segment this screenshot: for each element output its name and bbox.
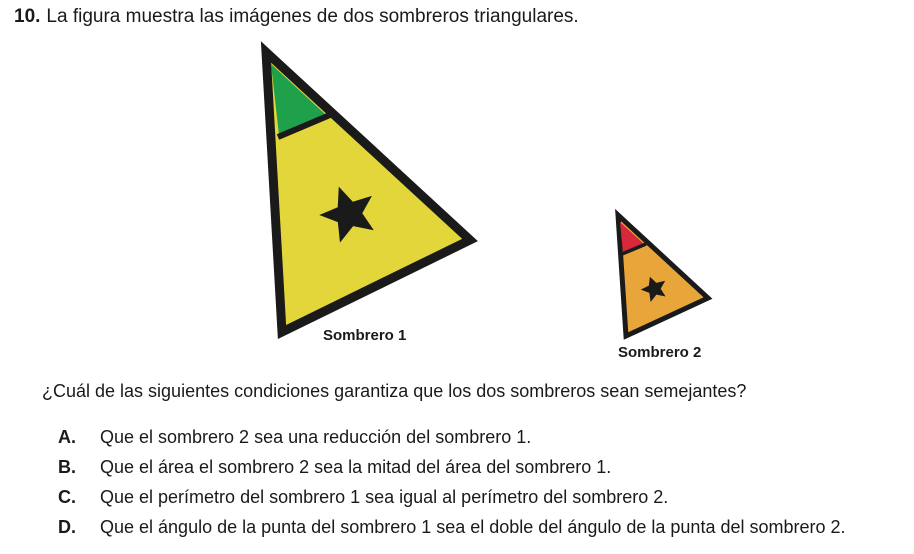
question-number: 10. xyxy=(14,6,41,27)
hat-1-label: Sombrero 1 xyxy=(323,327,407,344)
hat-2-label: Sombrero 2 xyxy=(618,344,702,361)
question-prompt: ¿Cuál de las siguientes condiciones garantiza que los dos sombreros sean semejantes? xyxy=(42,381,747,401)
option-d[interactable] xyxy=(58,515,846,545)
option-letter: B. xyxy=(58,457,76,477)
option-c[interactable] xyxy=(58,485,846,515)
option-b[interactable] xyxy=(58,455,846,485)
option-text: Que el ángulo de la punta del sombrero 1 sea el doble del ángulo de la punta del sombrero 2. xyxy=(100,517,846,537)
question-text: La figura muestra las imágenes de dos sombreros triangulares. xyxy=(46,6,579,27)
option-a[interactable] xyxy=(58,425,846,455)
option-text: Que el perímetro del sombrero 1 sea igual al perímetro del sombrero 2. xyxy=(100,487,669,507)
option-letter: A. xyxy=(58,427,76,447)
option-text: Que el área el sombrero 2 sea la mitad del área del sombrero 1. xyxy=(100,457,612,477)
hat-2 xyxy=(618,215,708,336)
option-letter: C. xyxy=(58,487,76,507)
option-text: Que el sombrero 2 sea una reducción del sombrero 1. xyxy=(100,427,532,447)
answer-options xyxy=(58,425,846,545)
hat-1 xyxy=(266,52,470,332)
option-letter: D. xyxy=(58,517,76,537)
